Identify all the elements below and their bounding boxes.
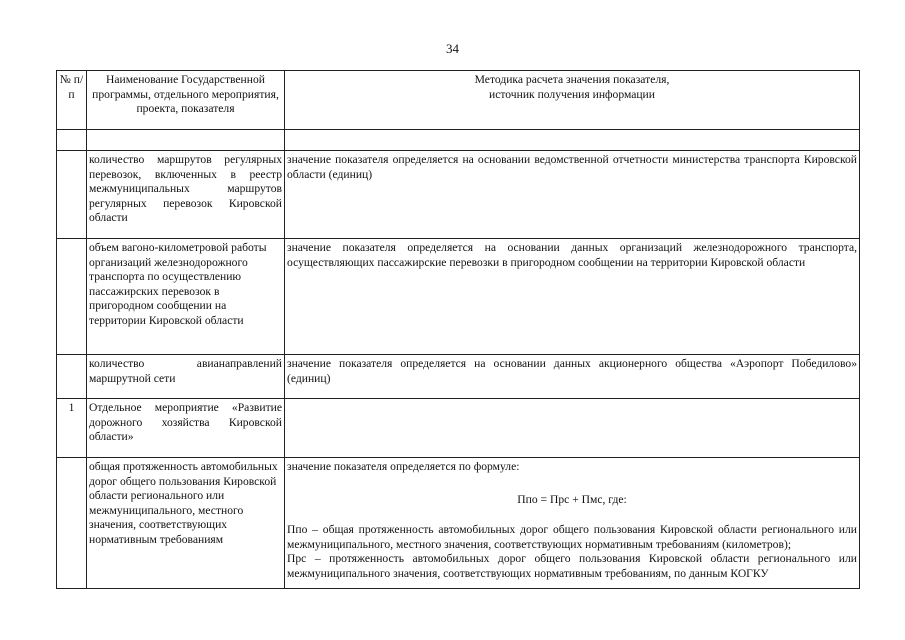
table-row bbox=[57, 151, 860, 239]
header-number: № п/п bbox=[57, 71, 87, 130]
indicator-name: количество авианаправлений маршрутной сети bbox=[87, 355, 285, 399]
method-definition: Ппо – общая протяженность автомобильных дорог общего пользования Кировской области регионального или межмуниципального, местного значения, соответствующих нормативным требованиям (километров); bbox=[287, 523, 857, 551]
formula: Ппо = Прс + Пмс, где: bbox=[517, 492, 627, 506]
indicator-method: значение показателя определяется на основании ведомственной отчетности министерства транспорта Кировской области (единиц) bbox=[285, 151, 860, 239]
table-row bbox=[57, 458, 860, 589]
indicator-name: Отдельное мероприятие «Развитие дорожного хозяйства Кировской области» bbox=[87, 399, 285, 458]
method-intro: значение показателя определяется по формуле: bbox=[287, 460, 520, 473]
row-number bbox=[57, 151, 87, 239]
table-spacer-row bbox=[57, 130, 860, 151]
indicator-method bbox=[285, 458, 860, 589]
row-number: 1 bbox=[57, 399, 87, 458]
header-name: Наименование Государственной программы, отдельного мероприятия, проекта, показателя bbox=[87, 71, 285, 130]
method-definition: Прс – протяженность автомобильных дорог общего пользования Кировской области регионального или межмуниципального значения, соответствующих нормативным требованиям, по данным КОГКУ bbox=[287, 552, 857, 580]
table-row bbox=[57, 355, 860, 399]
table-header-row bbox=[57, 71, 860, 130]
indicator-name: количество маршрутов регулярных перевозок, включенных в реестр межмуниципальных маршрутов регулярных перевозок Кировской области bbox=[87, 151, 285, 239]
indicator-table bbox=[56, 70, 860, 589]
indicator-method: значение показателя определяется на основании данных акционерного общества «Аэропорт Победилово» (единиц) bbox=[285, 355, 860, 399]
table-row bbox=[57, 239, 860, 355]
row-number bbox=[57, 458, 87, 589]
page-number: 34 bbox=[446, 41, 459, 56]
row-number bbox=[57, 239, 87, 355]
indicator-method: значение показателя определяется на основании данных организаций железнодорожного транспорта, осуществляющих пассажирские перевозки в пригородном сообщении на территории Кировской области bbox=[285, 239, 860, 355]
header-method-line2: источник получения информации bbox=[489, 87, 655, 101]
indicator-method bbox=[285, 399, 860, 458]
row-number bbox=[57, 355, 87, 399]
indicator-name: общая протяженность автомобильных дорог общего пользования Кировской области регионального или межмуниципального, местного значения, соответствующих нормативным требованиям bbox=[87, 458, 285, 589]
header-method bbox=[285, 71, 860, 130]
indicator-name: объем вагоно-километровой работы организаций железнодорожного транспорта по осуществлению пассажирских перевозок в пригородном сообщении на территории Кировской области bbox=[87, 239, 285, 355]
table-row bbox=[57, 399, 860, 458]
header-method-line1: Методика расчета значения показателя, bbox=[474, 73, 670, 86]
